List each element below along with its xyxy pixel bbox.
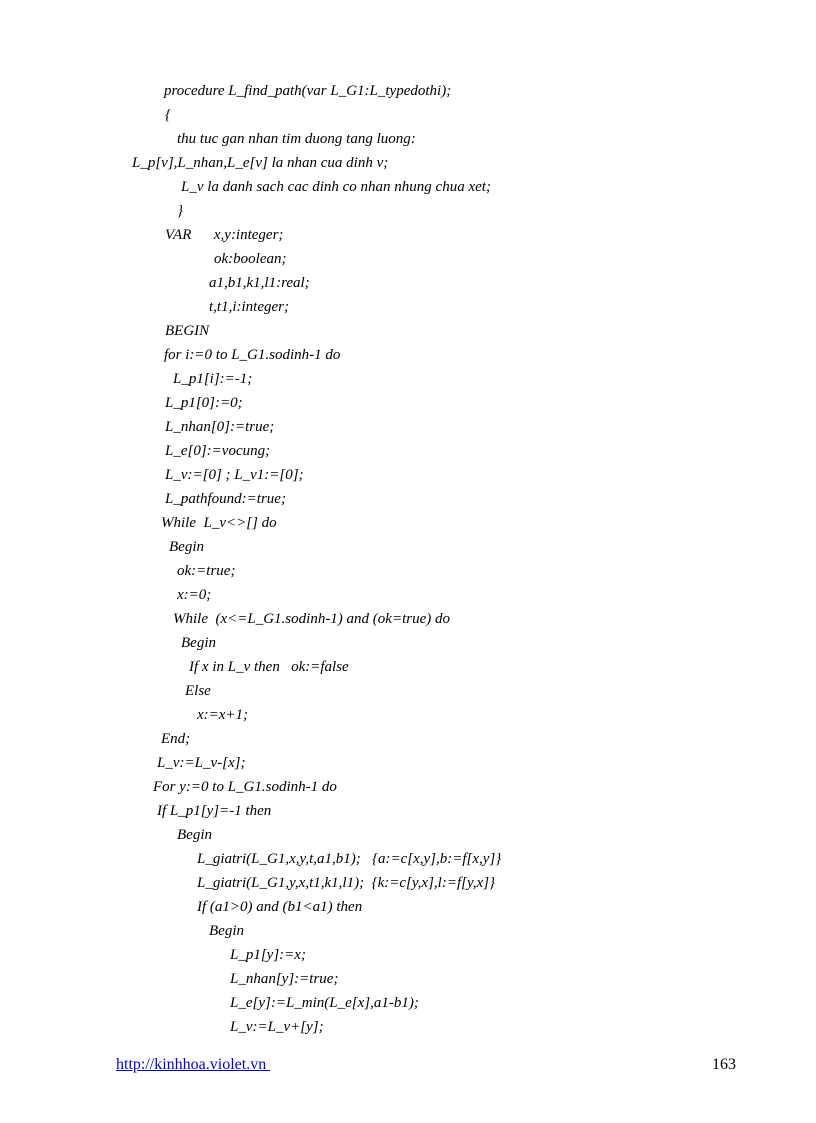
code-line: Begin [169, 539, 204, 555]
code-line: Begin [181, 635, 216, 651]
code-line: L_giatri(L_G1,y,x,t1,k1,l1); {k:=c[y,x],l:=f[y,x]} [197, 875, 496, 891]
footer-website-link[interactable]: http://kinhhoa.violet.vn [116, 1056, 271, 1073]
code-line: L_pathfound:=true; [165, 491, 286, 507]
code-line: If (a1>0) and (b1<a1) then [197, 899, 363, 915]
code-line: VAR x,y:integer; [165, 227, 284, 243]
code-line: L_nhan[0]:=true; [165, 419, 275, 435]
code-line: If x in L_v then ok:=false [189, 659, 349, 675]
code-line: L_p[v],L_nhan,L_e[v] la nhan cua dinh v; [132, 155, 389, 171]
code-line: L_p1[y]:=x; [230, 947, 306, 963]
code-line: Begin [177, 827, 212, 843]
code-line: L_e[y]:=L_min(L_e[x],a1-b1); [230, 995, 419, 1011]
code-line: If L_p1[y]=-1 then [157, 803, 272, 819]
code-line: L_v:=L_v+[y]; [230, 1019, 324, 1035]
code-line: L_v:=L_v-[x]; [157, 755, 246, 771]
code-line: BEGIN [165, 323, 210, 339]
code-line: L_giatri(L_G1,x,y,t,a1,b1); {a:=c[x,y],b:=f[x,y]} [197, 851, 502, 867]
code-line: t,t1,i:integer; [209, 299, 289, 315]
code-line: thu tuc gan nhan tim duong tang luong: [177, 131, 416, 147]
code-line: a1,b1,k1,l1:real; [209, 275, 310, 291]
code-line: ok:boolean; [214, 251, 287, 267]
code-line: Else [185, 683, 211, 699]
code-line: } [177, 203, 183, 219]
code-line: L_p1[i]:=-1; [173, 371, 253, 387]
code-line: procedure L_find_path(var L_G1:L_typedothi); [164, 83, 452, 99]
code-line: for i:=0 to L_G1.sodinh-1 do [164, 347, 341, 363]
code-line: L_e[0]:=vocung; [165, 443, 271, 459]
code-line: While (x<=L_G1.sodinh-1) and (ok=true) do [173, 611, 450, 627]
code-line: End; [161, 731, 191, 747]
code-line: For y:=0 to L_G1.sodinh-1 do [153, 779, 337, 795]
code-line: x:=x+1; [197, 707, 249, 723]
code-line: L_v la danh sach cac dinh co nhan nhung chua xet; [181, 179, 491, 195]
code-line: While L_v<>[] do [161, 515, 277, 531]
page-number: 163 [712, 1056, 736, 1073]
code-line: ok:=true; [177, 563, 236, 579]
code-line: x:=0; [177, 587, 212, 603]
code-line: { [165, 107, 171, 123]
code-line: L_nhan[y]:=true; [230, 971, 339, 987]
code-line: L_v:=[0] ; L_v1:=[0]; [165, 467, 304, 483]
code-line: Begin [209, 923, 244, 939]
code-line: L_p1[0]:=0; [165, 395, 243, 411]
